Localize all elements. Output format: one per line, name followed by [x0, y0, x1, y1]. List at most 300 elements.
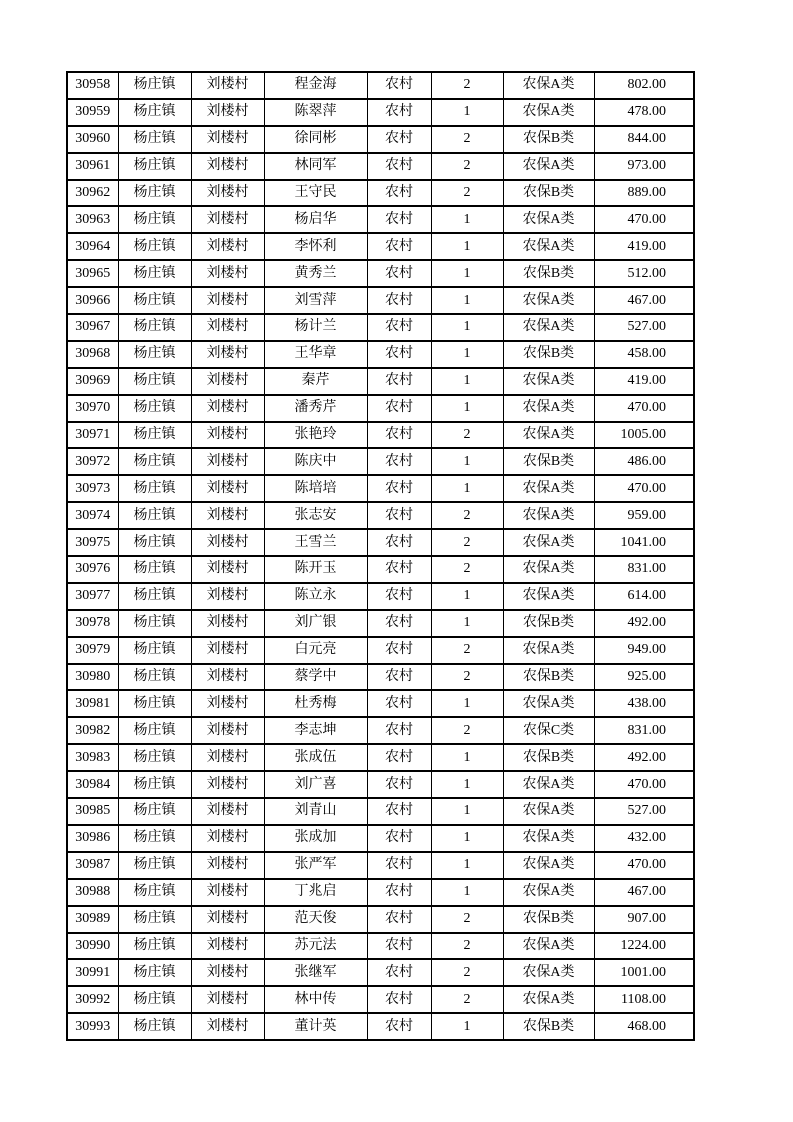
cell-persons: 1: [431, 99, 503, 126]
cell-name: 范天俊: [264, 906, 367, 933]
cell-serial: 30989: [67, 906, 118, 933]
cell-persons: 2: [431, 72, 503, 99]
cell-amount: 492.00: [594, 610, 694, 637]
cell-category: 农保B类: [503, 126, 594, 153]
cell-residence: 农村: [367, 233, 431, 260]
cell-village: 刘楼村: [191, 422, 264, 449]
cell-category: 农保C类: [503, 717, 594, 744]
cell-name: 刘广喜: [264, 771, 367, 798]
cell-serial: 30987: [67, 852, 118, 879]
table-row: [67, 664, 694, 691]
cell-name: 刘雪萍: [264, 287, 367, 314]
cell-category: 农保A类: [503, 798, 594, 825]
cell-serial: 30981: [67, 690, 118, 717]
cell-residence: 农村: [367, 664, 431, 691]
cell-serial: 30959: [67, 99, 118, 126]
cell-village: 刘楼村: [191, 852, 264, 879]
cell-category: 农保A类: [503, 233, 594, 260]
cell-category: 农保A类: [503, 583, 594, 610]
cell-town: 杨庄镇: [118, 610, 191, 637]
table-row: [67, 852, 694, 879]
table-row: [67, 637, 694, 664]
cell-village: 刘楼村: [191, 664, 264, 691]
table-row: [67, 583, 694, 610]
cell-amount: 844.00: [594, 126, 694, 153]
cell-town: 杨庄镇: [118, 583, 191, 610]
table-row: [67, 529, 694, 556]
table-row: [67, 798, 694, 825]
cell-amount: 1108.00: [594, 986, 694, 1013]
cell-name: 秦芹: [264, 368, 367, 395]
cell-name: 陈开玉: [264, 556, 367, 583]
table-row: [67, 556, 694, 583]
cell-serial: 30962: [67, 180, 118, 207]
cell-category: 农保A类: [503, 690, 594, 717]
cell-category: 农保B类: [503, 906, 594, 933]
cell-residence: 农村: [367, 126, 431, 153]
cell-persons: 1: [431, 771, 503, 798]
cell-town: 杨庄镇: [118, 959, 191, 986]
cell-persons: 2: [431, 933, 503, 960]
cell-town: 杨庄镇: [118, 287, 191, 314]
table-row: [67, 502, 694, 529]
cell-serial: 30992: [67, 986, 118, 1013]
cell-town: 杨庄镇: [118, 529, 191, 556]
table-row: [67, 287, 694, 314]
cell-persons: 1: [431, 341, 503, 368]
cell-village: 刘楼村: [191, 690, 264, 717]
cell-town: 杨庄镇: [118, 233, 191, 260]
cell-persons: 2: [431, 502, 503, 529]
table-row: [67, 314, 694, 341]
cell-serial: 30961: [67, 153, 118, 180]
cell-serial: 30964: [67, 233, 118, 260]
cell-serial: 30984: [67, 771, 118, 798]
cell-amount: 959.00: [594, 502, 694, 529]
cell-serial: 30971: [67, 422, 118, 449]
cell-category: 农保A类: [503, 637, 594, 664]
table-row: [67, 933, 694, 960]
cell-town: 杨庄镇: [118, 180, 191, 207]
table-row: [67, 610, 694, 637]
table-row: [67, 879, 694, 906]
cell-persons: 2: [431, 556, 503, 583]
cell-amount: 470.00: [594, 771, 694, 798]
cell-persons: 1: [431, 583, 503, 610]
cell-residence: 农村: [367, 798, 431, 825]
cell-amount: 470.00: [594, 475, 694, 502]
cell-amount: 1224.00: [594, 933, 694, 960]
cell-name: 张艳玲: [264, 422, 367, 449]
cell-village: 刘楼村: [191, 717, 264, 744]
table-row: [67, 986, 694, 1013]
cell-residence: 农村: [367, 99, 431, 126]
cell-serial: 30973: [67, 475, 118, 502]
cell-name: 王华章: [264, 341, 367, 368]
cell-amount: 468.00: [594, 1013, 694, 1040]
table-row: [67, 422, 694, 449]
table-row: [67, 341, 694, 368]
cell-residence: 农村: [367, 502, 431, 529]
cell-persons: 1: [431, 798, 503, 825]
cell-village: 刘楼村: [191, 180, 264, 207]
cell-name: 张成加: [264, 825, 367, 852]
cell-category: 农保A类: [503, 368, 594, 395]
cell-residence: 农村: [367, 475, 431, 502]
cell-town: 杨庄镇: [118, 744, 191, 771]
cell-town: 杨庄镇: [118, 72, 191, 99]
cell-serial: 30970: [67, 395, 118, 422]
cell-village: 刘楼村: [191, 314, 264, 341]
cell-residence: 农村: [367, 448, 431, 475]
cell-persons: 2: [431, 986, 503, 1013]
table-row: [67, 126, 694, 153]
cell-village: 刘楼村: [191, 153, 264, 180]
cell-amount: 889.00: [594, 180, 694, 207]
cell-persons: 1: [431, 314, 503, 341]
cell-town: 杨庄镇: [118, 475, 191, 502]
cell-category: 农保A类: [503, 556, 594, 583]
cell-town: 杨庄镇: [118, 99, 191, 126]
cell-town: 杨庄镇: [118, 556, 191, 583]
cell-village: 刘楼村: [191, 368, 264, 395]
cell-town: 杨庄镇: [118, 852, 191, 879]
cell-village: 刘楼村: [191, 798, 264, 825]
cell-amount: 1001.00: [594, 959, 694, 986]
cell-town: 杨庄镇: [118, 153, 191, 180]
cell-name: 杨计兰: [264, 314, 367, 341]
cell-category: 农保B类: [503, 1013, 594, 1040]
cell-amount: 527.00: [594, 798, 694, 825]
cell-category: 农保A类: [503, 99, 594, 126]
table-row: [67, 99, 694, 126]
cell-category: 农保B类: [503, 341, 594, 368]
table-row: [67, 475, 694, 502]
cell-name: 张志安: [264, 502, 367, 529]
cell-category: 农保B类: [503, 260, 594, 287]
cell-amount: 1005.00: [594, 422, 694, 449]
table-row: [67, 395, 694, 422]
cell-name: 程金海: [264, 72, 367, 99]
cell-serial: 30980: [67, 664, 118, 691]
cell-name: 张成伍: [264, 744, 367, 771]
cell-village: 刘楼村: [191, 206, 264, 233]
cell-persons: 2: [431, 126, 503, 153]
cell-category: 农保A类: [503, 933, 594, 960]
cell-serial: 30963: [67, 206, 118, 233]
cell-category: 农保A类: [503, 422, 594, 449]
cell-amount: 802.00: [594, 72, 694, 99]
table-row: [67, 1013, 694, 1040]
table-row: [67, 260, 694, 287]
cell-village: 刘楼村: [191, 906, 264, 933]
cell-amount: 432.00: [594, 825, 694, 852]
cell-village: 刘楼村: [191, 637, 264, 664]
cell-town: 杨庄镇: [118, 448, 191, 475]
cell-category: 农保A类: [503, 825, 594, 852]
cell-persons: 2: [431, 906, 503, 933]
table-row: [67, 153, 694, 180]
cell-village: 刘楼村: [191, 986, 264, 1013]
cell-serial: 30978: [67, 610, 118, 637]
cell-amount: 949.00: [594, 637, 694, 664]
cell-amount: 478.00: [594, 99, 694, 126]
cell-name: 苏元法: [264, 933, 367, 960]
cell-serial: 30988: [67, 879, 118, 906]
cell-category: 农保A类: [503, 72, 594, 99]
cell-amount: 470.00: [594, 206, 694, 233]
cell-serial: 30968: [67, 341, 118, 368]
table-row: [67, 206, 694, 233]
cell-persons: 2: [431, 180, 503, 207]
cell-category: 农保A类: [503, 475, 594, 502]
cell-persons: 2: [431, 422, 503, 449]
cell-town: 杨庄镇: [118, 986, 191, 1013]
cell-amount: 419.00: [594, 368, 694, 395]
cell-village: 刘楼村: [191, 260, 264, 287]
cell-serial: 30965: [67, 260, 118, 287]
cell-persons: 1: [431, 879, 503, 906]
cell-serial: 30979: [67, 637, 118, 664]
cell-amount: 470.00: [594, 852, 694, 879]
cell-category: 农保A类: [503, 986, 594, 1013]
cell-category: 农保A类: [503, 395, 594, 422]
cell-village: 刘楼村: [191, 502, 264, 529]
table-row: [67, 690, 694, 717]
cell-persons: 2: [431, 959, 503, 986]
cell-residence: 农村: [367, 744, 431, 771]
cell-name: 刘青山: [264, 798, 367, 825]
cell-name: 蔡学中: [264, 664, 367, 691]
cell-category: 农保A类: [503, 314, 594, 341]
cell-serial: 30966: [67, 287, 118, 314]
cell-amount: 973.00: [594, 153, 694, 180]
cell-village: 刘楼村: [191, 72, 264, 99]
cell-residence: 农村: [367, 879, 431, 906]
cell-amount: 492.00: [594, 744, 694, 771]
cell-serial: 30985: [67, 798, 118, 825]
table-row: [67, 233, 694, 260]
cell-village: 刘楼村: [191, 529, 264, 556]
cell-village: 刘楼村: [191, 287, 264, 314]
cell-name: 杜秀梅: [264, 690, 367, 717]
cell-town: 杨庄镇: [118, 906, 191, 933]
cell-serial: 30974: [67, 502, 118, 529]
cell-village: 刘楼村: [191, 744, 264, 771]
cell-amount: 527.00: [594, 314, 694, 341]
cell-name: 徐同彬: [264, 126, 367, 153]
table-row: [67, 180, 694, 207]
cell-name: 陈立永: [264, 583, 367, 610]
cell-persons: 1: [431, 825, 503, 852]
cell-town: 杨庄镇: [118, 690, 191, 717]
cell-town: 杨庄镇: [118, 314, 191, 341]
cell-persons: 1: [431, 448, 503, 475]
cell-village: 刘楼村: [191, 583, 264, 610]
cell-serial: 30972: [67, 448, 118, 475]
cell-amount: 512.00: [594, 260, 694, 287]
cell-residence: 农村: [367, 852, 431, 879]
cell-serial: 30991: [67, 959, 118, 986]
cell-amount: 614.00: [594, 583, 694, 610]
cell-category: 农保A类: [503, 879, 594, 906]
cell-persons: 1: [431, 233, 503, 260]
cell-name: 王守民: [264, 180, 367, 207]
cell-category: 农保A类: [503, 153, 594, 180]
cell-name: 林中传: [264, 986, 367, 1013]
cell-amount: 470.00: [594, 395, 694, 422]
cell-residence: 农村: [367, 933, 431, 960]
cell-category: 农保B类: [503, 744, 594, 771]
cell-village: 刘楼村: [191, 126, 264, 153]
cell-village: 刘楼村: [191, 825, 264, 852]
cell-name: 张继军: [264, 959, 367, 986]
cell-residence: 农村: [367, 180, 431, 207]
cell-name: 林同军: [264, 153, 367, 180]
cell-name: 陈培培: [264, 475, 367, 502]
cell-category: 农保B类: [503, 448, 594, 475]
cell-category: 农保A类: [503, 206, 594, 233]
cell-town: 杨庄镇: [118, 260, 191, 287]
cell-category: 农保A类: [503, 852, 594, 879]
cell-category: 农保B类: [503, 664, 594, 691]
cell-persons: 1: [431, 368, 503, 395]
cell-town: 杨庄镇: [118, 771, 191, 798]
cell-residence: 农村: [367, 690, 431, 717]
table-row: [67, 959, 694, 986]
cell-amount: 831.00: [594, 717, 694, 744]
cell-residence: 农村: [367, 314, 431, 341]
cell-category: 农保A类: [503, 502, 594, 529]
cell-name: 董计英: [264, 1013, 367, 1040]
cell-serial: 30977: [67, 583, 118, 610]
cell-amount: 458.00: [594, 341, 694, 368]
cell-town: 杨庄镇: [118, 1013, 191, 1040]
cell-town: 杨庄镇: [118, 126, 191, 153]
cell-village: 刘楼村: [191, 395, 264, 422]
cell-village: 刘楼村: [191, 341, 264, 368]
cell-town: 杨庄镇: [118, 717, 191, 744]
cell-name: 李怀利: [264, 233, 367, 260]
cell-amount: 1041.00: [594, 529, 694, 556]
cell-category: 农保B类: [503, 180, 594, 207]
cell-name: 张严军: [264, 852, 367, 879]
cell-name: 王雪兰: [264, 529, 367, 556]
cell-serial: 30990: [67, 933, 118, 960]
cell-amount: 486.00: [594, 448, 694, 475]
cell-name: 丁兆启: [264, 879, 367, 906]
table-row: [67, 825, 694, 852]
cell-town: 杨庄镇: [118, 933, 191, 960]
cell-category: 农保A类: [503, 771, 594, 798]
cell-persons: 2: [431, 153, 503, 180]
cell-residence: 农村: [367, 341, 431, 368]
cell-amount: 925.00: [594, 664, 694, 691]
cell-residence: 农村: [367, 959, 431, 986]
cell-residence: 农村: [367, 717, 431, 744]
table-row: [67, 368, 694, 395]
cell-serial: 30983: [67, 744, 118, 771]
table-row: [67, 906, 694, 933]
cell-village: 刘楼村: [191, 99, 264, 126]
cell-village: 刘楼村: [191, 448, 264, 475]
cell-serial: 30967: [67, 314, 118, 341]
cell-residence: 农村: [367, 529, 431, 556]
cell-village: 刘楼村: [191, 1013, 264, 1040]
pension-roster-table: [66, 71, 695, 1041]
cell-residence: 农村: [367, 153, 431, 180]
table-row: [67, 744, 694, 771]
table-row: [67, 448, 694, 475]
cell-town: 杨庄镇: [118, 422, 191, 449]
table-row: [67, 717, 694, 744]
cell-amount: 831.00: [594, 556, 694, 583]
cell-residence: 农村: [367, 610, 431, 637]
cell-residence: 农村: [367, 583, 431, 610]
cell-category: 农保B类: [503, 610, 594, 637]
cell-village: 刘楼村: [191, 959, 264, 986]
cell-serial: 30960: [67, 126, 118, 153]
cell-serial: 30958: [67, 72, 118, 99]
cell-village: 刘楼村: [191, 879, 264, 906]
cell-village: 刘楼村: [191, 233, 264, 260]
cell-amount: 907.00: [594, 906, 694, 933]
cell-persons: 1: [431, 610, 503, 637]
cell-residence: 农村: [367, 72, 431, 99]
cell-town: 杨庄镇: [118, 664, 191, 691]
table-body: [67, 72, 694, 1040]
cell-persons: 1: [431, 690, 503, 717]
cell-town: 杨庄镇: [118, 502, 191, 529]
cell-serial: 30976: [67, 556, 118, 583]
cell-persons: 1: [431, 287, 503, 314]
cell-persons: 1: [431, 206, 503, 233]
cell-village: 刘楼村: [191, 610, 264, 637]
cell-name: 李志坤: [264, 717, 367, 744]
cell-persons: 1: [431, 475, 503, 502]
cell-town: 杨庄镇: [118, 637, 191, 664]
cell-residence: 农村: [367, 771, 431, 798]
cell-village: 刘楼村: [191, 556, 264, 583]
cell-category: 农保A类: [503, 959, 594, 986]
cell-village: 刘楼村: [191, 475, 264, 502]
cell-residence: 农村: [367, 637, 431, 664]
cell-name: 潘秀芹: [264, 395, 367, 422]
cell-serial: 30982: [67, 717, 118, 744]
cell-amount: 467.00: [594, 879, 694, 906]
cell-name: 刘广银: [264, 610, 367, 637]
cell-residence: 农村: [367, 906, 431, 933]
cell-residence: 农村: [367, 287, 431, 314]
cell-persons: 1: [431, 395, 503, 422]
cell-residence: 农村: [367, 825, 431, 852]
cell-village: 刘楼村: [191, 933, 264, 960]
cell-residence: 农村: [367, 260, 431, 287]
cell-persons: 2: [431, 529, 503, 556]
cell-name: 陈翠萍: [264, 99, 367, 126]
cell-residence: 农村: [367, 986, 431, 1013]
cell-town: 杨庄镇: [118, 206, 191, 233]
cell-residence: 农村: [367, 422, 431, 449]
cell-persons: 1: [431, 852, 503, 879]
cell-residence: 农村: [367, 395, 431, 422]
cell-serial: 30986: [67, 825, 118, 852]
cell-serial: 30975: [67, 529, 118, 556]
cell-town: 杨庄镇: [118, 879, 191, 906]
cell-name: 黄秀兰: [264, 260, 367, 287]
cell-persons: 2: [431, 637, 503, 664]
cell-persons: 1: [431, 744, 503, 771]
